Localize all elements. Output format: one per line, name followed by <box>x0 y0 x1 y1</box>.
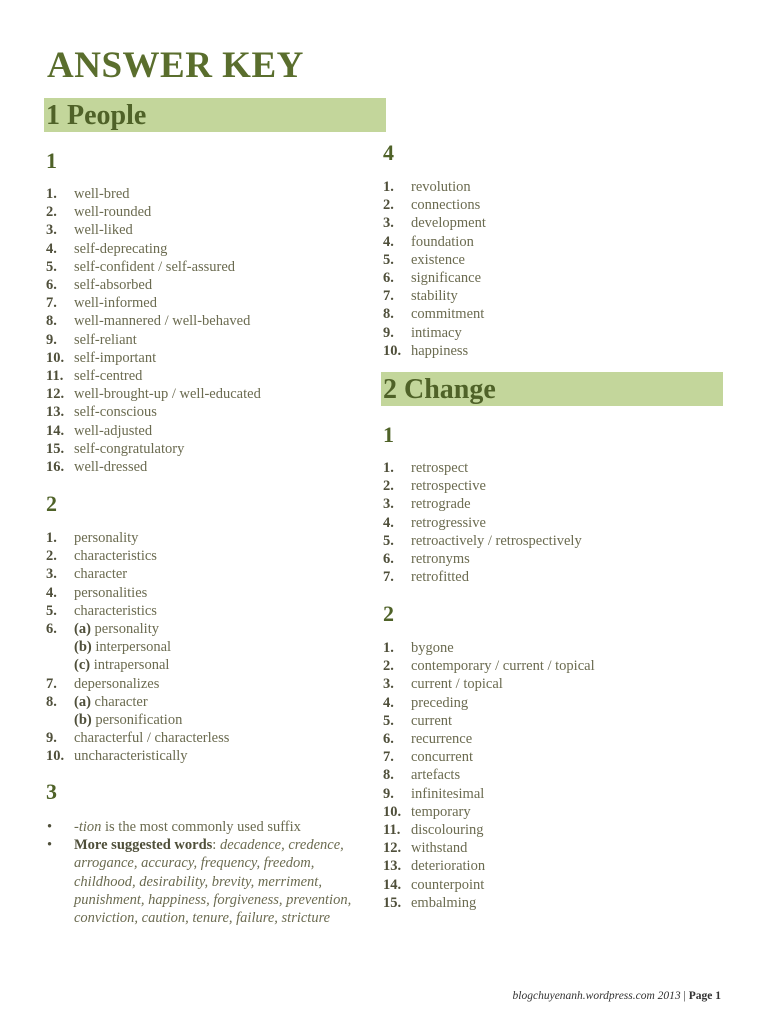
answer-text: retrospect <box>411 460 469 476</box>
answer-text: interpersonal <box>95 639 172 656</box>
answer-text: retronyms <box>411 551 470 568</box>
answer-number: 8. <box>383 306 394 323</box>
answer-number: 4. <box>383 514 394 531</box>
answer-item <box>383 233 713 251</box>
answer-number: 9. <box>46 730 57 747</box>
answer-number: 11. <box>383 822 401 839</box>
answer-item <box>383 287 713 305</box>
answer-line <box>74 547 376 565</box>
answer-item <box>46 693 376 729</box>
answer-item <box>383 550 713 568</box>
footer-separator: | <box>680 990 689 1002</box>
answer-text: depersonalizes <box>74 675 160 692</box>
section-heading-change: 2 Change <box>381 372 723 406</box>
exercise-label-people-4: 4 <box>383 140 394 165</box>
answer-item <box>383 214 713 232</box>
answer-text: well-adjusted <box>74 422 153 439</box>
answer-line <box>74 656 376 674</box>
answer-list-change-2 <box>383 639 713 912</box>
answer-item <box>383 342 713 360</box>
answer-number: 6. <box>46 277 57 294</box>
answer-item <box>46 203 376 221</box>
answer-number: 11. <box>46 368 64 385</box>
answer-text: existence <box>411 251 465 268</box>
suffix-description: is the most commonly used suffix <box>101 819 301 835</box>
answer-item <box>383 730 713 748</box>
exercise-label-people-1: 1 <box>46 148 57 173</box>
answer-text: contemporary / current / topical <box>411 658 595 675</box>
answer-item <box>46 584 376 602</box>
answer-item <box>383 532 713 550</box>
section-heading-people: 1 People <box>44 98 386 132</box>
answer-number: 6. <box>383 731 394 748</box>
answer-number: 6. <box>383 270 394 287</box>
answer-number: 16. <box>46 459 65 476</box>
answer-text: well-bred <box>74 186 130 202</box>
answer-list-people-1 <box>46 185 376 476</box>
answer-number: 9. <box>383 324 394 341</box>
answer-line <box>74 620 376 638</box>
answer-line <box>74 638 376 656</box>
answer-text: personality <box>94 621 159 638</box>
answer-item <box>46 729 376 747</box>
answer-number: 1. <box>383 179 394 195</box>
answer-text: personality <box>74 530 139 546</box>
answer-item <box>46 349 376 367</box>
answer-list-change-1 <box>383 459 713 586</box>
answer-text: current <box>411 712 453 729</box>
answer-number: 7. <box>46 295 57 312</box>
answer-line <box>74 675 376 693</box>
answer-list-people-2 <box>46 529 376 766</box>
answer-item <box>383 694 713 712</box>
answer-text: deterioration <box>411 858 486 875</box>
answer-item <box>383 785 713 803</box>
answer-item <box>46 385 376 403</box>
answer-text: self-congratulatory <box>74 440 185 457</box>
answer-number: 10. <box>46 748 65 765</box>
answer-text: retrograde <box>411 496 471 513</box>
answer-text: intrapersonal <box>93 657 170 674</box>
bullet-dot: • <box>47 837 53 854</box>
answer-text: temporary <box>411 803 471 820</box>
answer-text: self-absorbed <box>74 277 153 294</box>
suffix-text: -tion <box>74 819 102 835</box>
answer-item <box>383 712 713 730</box>
exercise-label-change-1: 1 <box>383 422 394 447</box>
answer-text: personification <box>95 712 183 729</box>
answer-number: 7. <box>46 675 57 692</box>
exercise-label-people-2: 2 <box>46 491 57 516</box>
answer-item <box>46 422 376 440</box>
answer-text: well-informed <box>74 295 157 312</box>
answer-item <box>383 894 713 912</box>
answer-text: retroactively / retrospectively <box>411 532 582 549</box>
answer-text: self-reliant <box>74 331 137 348</box>
answer-item <box>383 876 713 894</box>
answer-number: 4. <box>46 584 57 601</box>
answer-number: 13. <box>46 404 65 421</box>
answer-item <box>383 269 713 287</box>
sub-part-label: (a) <box>74 621 91 638</box>
answer-item <box>46 620 376 675</box>
answer-text: development <box>411 215 486 232</box>
answer-text: embalming <box>411 894 477 911</box>
answer-item <box>383 196 713 214</box>
answer-text: retrospective <box>411 478 486 495</box>
answer-text: preceding <box>411 694 469 711</box>
answer-text: withstand <box>411 840 468 857</box>
answer-number: 5. <box>46 602 57 619</box>
answer-item <box>46 258 376 276</box>
answer-number: 2. <box>46 548 57 565</box>
answer-number: 1. <box>46 186 57 202</box>
answer-number: 8. <box>46 313 57 330</box>
answer-text: uncharacteristically <box>74 748 188 765</box>
answer-line <box>74 529 376 547</box>
answer-number: 3. <box>383 676 394 693</box>
answer-line <box>74 711 376 729</box>
suggested-words-list: decadence, credence, arrogance, accuracy, frequency, freedom, childhood, desirability, brevity, merriment, punishment, happiness, forgiveness, prevention, conviction, caution, tenure, failure, stricture <box>74 837 352 927</box>
answer-item <box>46 240 376 258</box>
page-title: ANSWER KEY <box>47 45 304 86</box>
answer-text: infinitesimal <box>411 785 485 802</box>
answer-item <box>383 514 713 532</box>
answer-item <box>383 477 713 495</box>
suggested-words-colon: : <box>212 837 220 854</box>
answer-item <box>383 178 713 196</box>
suggested-words-label: More suggested words <box>74 837 213 854</box>
answer-number: 14. <box>383 876 402 893</box>
answer-line <box>74 565 376 583</box>
answer-item <box>46 403 376 421</box>
answer-number: 6. <box>383 551 394 568</box>
answer-text: self-confident / self-assured <box>74 258 236 275</box>
answer-line <box>74 747 376 765</box>
answer-item <box>383 324 713 342</box>
sub-part-label: (b) <box>74 639 92 656</box>
answer-number: 5. <box>383 251 394 268</box>
answer-item <box>46 221 376 239</box>
answer-text: commitment <box>411 306 485 323</box>
sub-part-label: (a) <box>74 693 91 710</box>
answer-number: 1. <box>383 640 394 656</box>
exercise-label-people-3: 3 <box>46 779 57 804</box>
answer-number: 8. <box>46 693 57 710</box>
answer-text: well-mannered / well-behaved <box>74 313 251 330</box>
answer-number: 3. <box>46 566 57 583</box>
answer-number: 13. <box>383 858 402 875</box>
answer-number: 2. <box>46 204 57 221</box>
answer-text: characterful / characterless <box>74 730 230 747</box>
answer-number: 1. <box>46 530 57 546</box>
answer-item <box>383 675 713 693</box>
answer-line <box>74 602 376 620</box>
answer-item <box>383 251 713 269</box>
answer-item <box>383 857 713 875</box>
answer-number: 4. <box>46 240 57 257</box>
answer-item <box>383 657 713 675</box>
answer-item <box>46 529 376 547</box>
answer-number: 2. <box>383 478 394 495</box>
answer-item <box>383 568 713 586</box>
answer-number: 1. <box>383 460 394 476</box>
answer-item <box>383 639 713 657</box>
answer-number: 3. <box>46 222 57 239</box>
answer-number: 2. <box>383 197 394 214</box>
bullet-list-people-3 <box>46 818 376 927</box>
answer-text: retrogressive <box>411 514 486 531</box>
answer-number: 14. <box>46 422 65 439</box>
answer-item <box>46 547 376 565</box>
answer-text: foundation <box>411 233 474 250</box>
answer-line <box>74 693 376 711</box>
bullet-item-suffix <box>46 818 376 836</box>
answer-number: 15. <box>383 894 402 911</box>
answer-item <box>383 459 713 477</box>
answer-line <box>74 584 376 602</box>
answer-item <box>46 367 376 385</box>
answer-text: self-important <box>74 349 157 366</box>
exercise-label-change-2: 2 <box>383 601 394 626</box>
answer-number: 3. <box>383 496 394 513</box>
answer-text: stability <box>411 288 458 305</box>
sub-part-label: (b) <box>74 712 92 729</box>
answer-list-people-4 <box>383 178 713 360</box>
answer-text: happiness <box>411 342 469 359</box>
answer-number: 7. <box>383 288 394 305</box>
answer-text: well-rounded <box>74 204 152 221</box>
answer-number: 5. <box>383 532 394 549</box>
answer-item <box>46 294 376 312</box>
footer-site: blogchuyenanh.wordpress.com 2013 <box>512 990 681 1002</box>
page-footer <box>513 990 721 1002</box>
answer-item <box>46 440 376 458</box>
answer-item <box>383 748 713 766</box>
answer-item <box>46 602 376 620</box>
bullet-item-suggested-words <box>46 836 376 927</box>
answer-text: intimacy <box>411 324 462 341</box>
answer-number: 12. <box>46 386 65 403</box>
answer-number: 9. <box>383 785 394 802</box>
answer-text: artefacts <box>411 767 461 784</box>
answer-text: connections <box>411 197 481 214</box>
answer-item <box>383 821 713 839</box>
sub-part-label: (c) <box>74 657 91 674</box>
answer-number: 6. <box>46 621 57 638</box>
footer-page-number: Page 1 <box>688 990 721 1002</box>
answer-item <box>383 495 713 513</box>
answer-number: 8. <box>383 767 394 784</box>
answer-text: characteristics <box>74 602 157 619</box>
answer-item <box>383 839 713 857</box>
answer-text: character <box>74 566 128 583</box>
answer-text: revolution <box>411 179 471 195</box>
answer-text: self-centred <box>74 368 143 385</box>
answer-number: 5. <box>46 258 57 275</box>
answer-number: 7. <box>383 749 394 766</box>
answer-number: 15. <box>46 440 65 457</box>
answer-number: 10. <box>46 349 65 366</box>
answer-text: self-deprecating <box>74 240 168 257</box>
answer-item <box>46 458 376 476</box>
answer-item <box>46 747 376 765</box>
answer-text: retrofitted <box>411 569 469 586</box>
answer-text: well-brought-up / well-educated <box>74 386 261 403</box>
answer-text: self-conscious <box>74 404 157 421</box>
bullet-dot: • <box>47 819 53 835</box>
answer-text: concurrent <box>411 749 473 766</box>
answer-text: personalities <box>74 584 148 601</box>
answer-text: discolouring <box>411 822 484 839</box>
answer-number: 10. <box>383 342 402 359</box>
answer-text: significance <box>411 270 482 287</box>
answer-number: 5. <box>383 712 394 729</box>
answer-number: 3. <box>383 215 394 232</box>
answer-item <box>383 803 713 821</box>
answer-number: 7. <box>383 569 394 586</box>
answer-item <box>383 766 713 784</box>
answer-item <box>46 675 376 693</box>
answer-text: character <box>94 693 148 710</box>
answer-number: 4. <box>383 694 394 711</box>
answer-text: well-dressed <box>74 459 148 476</box>
answer-item <box>383 305 713 323</box>
answer-number: 4. <box>383 233 394 250</box>
answer-item <box>46 565 376 583</box>
answer-number: 10. <box>383 803 402 820</box>
answer-item <box>46 185 376 203</box>
answer-item <box>46 276 376 294</box>
answer-text: current / topical <box>411 676 503 693</box>
answer-number: 12. <box>383 840 402 857</box>
answer-item <box>46 312 376 330</box>
answer-number: 2. <box>383 658 394 675</box>
answer-text: well-liked <box>74 222 133 239</box>
answer-number: 9. <box>46 331 57 348</box>
answer-item <box>46 331 376 349</box>
answer-text: recurrence <box>411 731 473 748</box>
answer-text: counterpoint <box>411 876 485 893</box>
answer-text: bygone <box>411 640 454 656</box>
answer-line <box>74 729 376 747</box>
answer-text: characteristics <box>74 548 157 565</box>
